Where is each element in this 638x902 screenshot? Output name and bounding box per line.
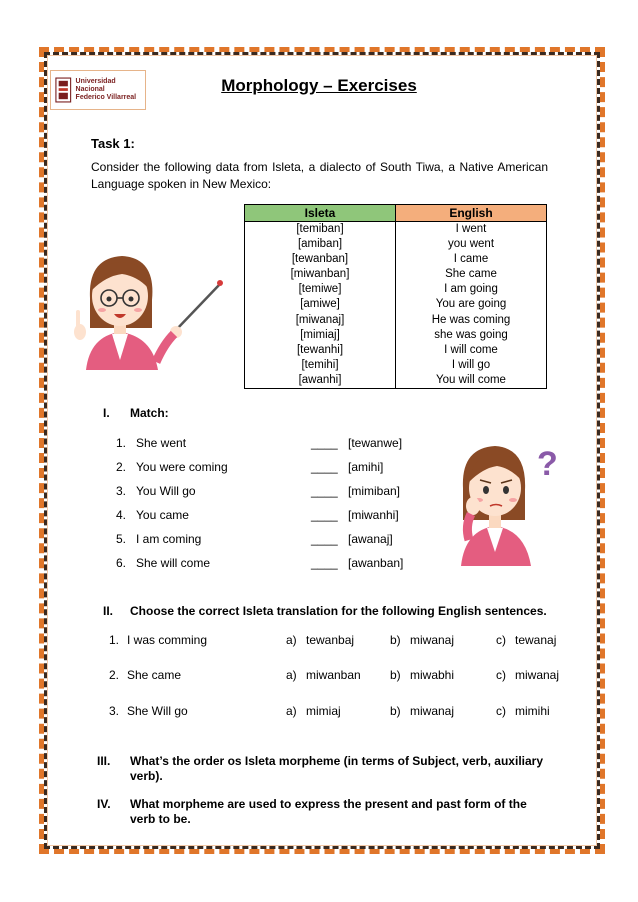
option-a[interactable]: miwanban — [306, 668, 361, 682]
table-cell-english: She came — [396, 267, 547, 282]
table-cell-isleta: [tewanban] — [245, 252, 396, 267]
table-cell-isleta: [temiwe] — [245, 282, 396, 297]
table-cell-english: I went — [396, 222, 547, 238]
match-answer: [awanaj] — [348, 532, 393, 546]
match-item-number: 6. — [116, 556, 127, 570]
section-1-number: I. — [103, 406, 110, 420]
option-b[interactable]: miwabhi — [410, 668, 455, 682]
match-blank[interactable]: ____ — [311, 436, 338, 450]
table-cell-isleta: [amiban] — [245, 237, 396, 252]
table-row — [245, 297, 547, 312]
option-b[interactable]: miwanaj — [410, 633, 455, 647]
match-item-text: She will come — [136, 556, 211, 570]
option-c-label: c) — [496, 633, 506, 647]
match-answer: [tewanwe] — [348, 436, 403, 450]
choice-item-text: She Will go — [127, 704, 188, 718]
option-c[interactable]: mimihi — [515, 704, 550, 718]
table-cell-english: You are going — [396, 297, 547, 312]
table-cell-isleta: [tewanhi] — [245, 343, 396, 358]
task-intro: Consider the following data from Isleta, a dialecto of South Tiwa, a Native American Language spoken in New Mexico: — [91, 160, 548, 191]
table-cell-isleta: [miwanban] — [245, 267, 396, 282]
page-title: Morphology – Exercises — [221, 76, 417, 95]
match-blank[interactable]: ____ — [311, 508, 338, 522]
confused-student-illustration — [455, 440, 570, 570]
table-cell-isleta: [mimiaj] — [245, 328, 396, 343]
table-row — [245, 358, 547, 373]
match-answer: [mimiban] — [348, 484, 401, 498]
section-2-number: II. — [103, 604, 114, 618]
table-row — [245, 373, 547, 389]
section-3-text: What’s the order os Isleta morpheme (in terms of Subject, verb, auxiliary verb). — [130, 754, 543, 783]
table-cell-english: You will come — [396, 373, 547, 389]
match-answer: [miwanhi] — [348, 508, 399, 522]
match-item-number: 4. — [116, 508, 127, 522]
table-row — [245, 222, 547, 238]
table-header-isleta: Isleta — [245, 205, 396, 222]
choice-item-number: 3. — [109, 704, 120, 718]
match-item-number: 3. — [116, 484, 127, 498]
option-c[interactable]: tewanaj — [515, 633, 557, 647]
table-cell-english: you went — [396, 237, 547, 252]
match-item-text: I am coming — [136, 532, 202, 546]
option-a[interactable]: tewanbaj — [306, 633, 355, 647]
table-row — [245, 282, 547, 297]
table-header-row — [245, 205, 547, 222]
option-c[interactable]: miwanaj — [515, 668, 560, 682]
logo-line2: Federico Villarreal — [75, 94, 137, 101]
match-answer: [amihi] — [348, 460, 384, 474]
match-blank[interactable]: ____ — [311, 484, 338, 498]
task-title: Task 1: — [91, 136, 135, 151]
choice-item-number: 2. — [109, 668, 120, 682]
section-4-text: What morpheme are used to express the present and past form of the verb to be. — [130, 797, 527, 826]
match-item-number: 1. — [116, 436, 127, 450]
table-row — [245, 312, 547, 327]
table-header-english: English — [396, 205, 547, 222]
option-c-label: c) — [496, 668, 506, 682]
option-b[interactable]: miwanaj — [410, 704, 455, 718]
teacher-illustration — [72, 250, 232, 375]
table-cell-isleta: [temiban] — [245, 222, 396, 238]
section-4 — [97, 797, 557, 829]
option-a-label: a) — [286, 704, 297, 718]
match-item-number: 5. — [116, 532, 127, 546]
match-item-text: You came — [136, 508, 189, 522]
table-row — [245, 237, 547, 252]
match-blank[interactable]: ____ — [311, 556, 338, 570]
choice-item-text: She came — [127, 668, 182, 682]
choice-item-number: 1. — [109, 633, 120, 647]
section-3 — [97, 754, 557, 786]
table-cell-english: I will come — [396, 343, 547, 358]
match-item-number: 2. — [116, 460, 127, 474]
table-row — [245, 328, 547, 343]
question-mark-icon: ? — [537, 445, 558, 483]
table-cell-english: she was going — [396, 328, 547, 343]
option-a-label: a) — [286, 668, 297, 682]
table-cell-isleta: [awanhi] — [245, 373, 396, 389]
table-cell-english: I am going — [396, 282, 547, 297]
table-cell-english: I came — [396, 252, 547, 267]
isleta-data-table — [244, 204, 547, 389]
table-cell-isleta: [amiwe] — [245, 297, 396, 312]
match-item-text: She went — [136, 436, 187, 450]
section-1-title: Match: — [130, 406, 169, 420]
match-item-text: You were coming — [136, 460, 228, 474]
option-a-label: a) — [286, 633, 297, 647]
option-b-label: b) — [390, 704, 401, 718]
choice-item-text: I was comming — [127, 633, 208, 647]
table-row — [245, 343, 547, 358]
section-4-number: IV. — [97, 797, 111, 811]
section-2-title: Choose the correct Isleta translation for the following English sentences. — [130, 604, 547, 618]
logo-line1: Universidad Nacional — [75, 78, 116, 93]
section-3-number: III. — [97, 754, 111, 768]
table-row — [245, 267, 547, 282]
match-blank[interactable]: ____ — [311, 532, 338, 546]
match-answer: [awanban] — [348, 556, 404, 570]
option-c-label: c) — [496, 704, 506, 718]
match-blank[interactable]: ____ — [311, 460, 338, 474]
table-cell-isleta: [miwanaj] — [245, 312, 396, 327]
match-item-text: You Will go — [136, 484, 196, 498]
option-b-label: b) — [390, 668, 401, 682]
table-cell-english: I will go — [396, 358, 547, 373]
table-row — [245, 252, 547, 267]
table-cell-isleta: [temihi] — [245, 358, 396, 373]
option-a[interactable]: mimiaj — [306, 704, 341, 718]
option-b-label: b) — [390, 633, 401, 647]
table-cell-english: He was coming — [396, 312, 547, 327]
